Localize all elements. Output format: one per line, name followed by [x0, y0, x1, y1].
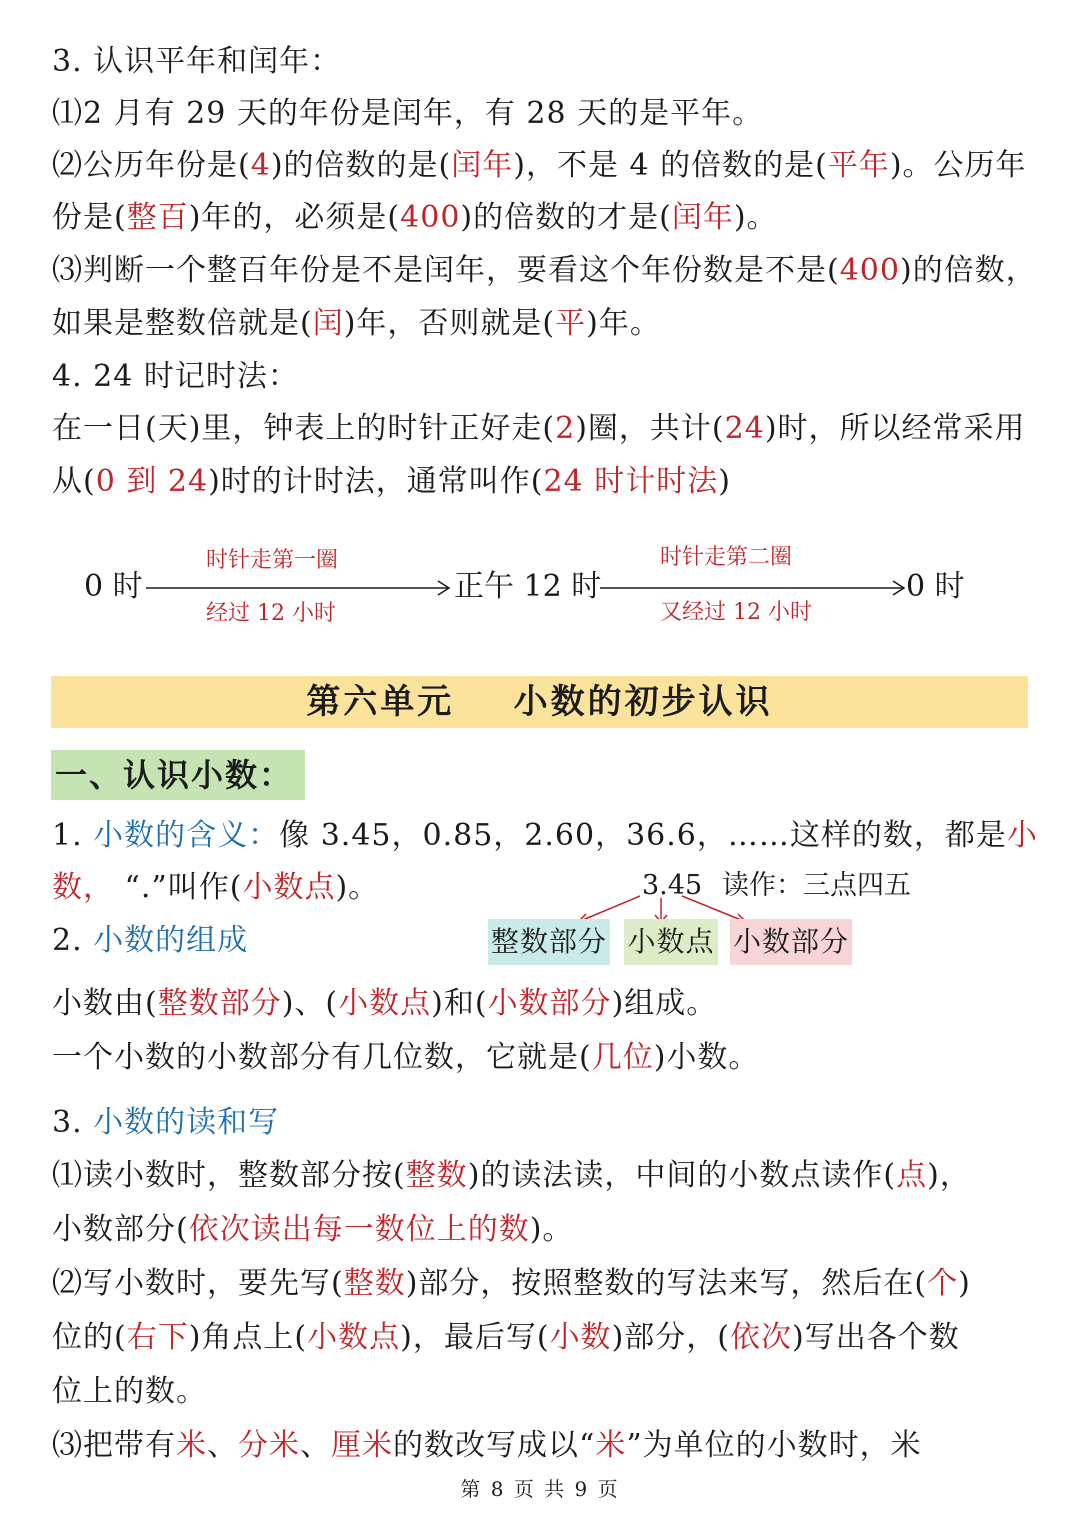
timeline-mid: 正午 12 时 [454, 569, 602, 604]
leap-year-p2-line2: 份是(整百)年的，必须是(400)的倍数的才是(闰年)。 [52, 200, 778, 235]
readwrite-p1-line1: ⑴读小数时，整数部分按(整数)的读法读，中间的小数点读作(点)， [52, 1158, 971, 1193]
meaning-line2: 数， “.”叫作(小数点)。 [52, 870, 380, 905]
meaning-line1: 1. 小数的含义：像 3.45，0.85，2.60，36.6，……这样的数，都是小 [52, 818, 1038, 853]
box-decimal-point: 小数点 [624, 919, 718, 965]
readwrite-p1-line2: 小数部分(依次读出每一数位上的数)。 [52, 1212, 574, 1247]
timeline-arrow-1 [146, 578, 456, 598]
readwrite-p3-line1: ⑶把带有米、分米、厘米的数改写成以“米”为单位的小数时，米 [52, 1428, 922, 1463]
clock24-p1-line1: 在一日(天)里，钟表上的时针正好走(2)圈，共计(24)时，所以经常采用 [52, 411, 1026, 446]
leap-year-p2-line1: ⑵公历年份是(4)的倍数的是(闰年)，不是 4 的倍数的是(平年)。公历年 [52, 148, 1027, 183]
box-integer-part: 整数部分 [488, 919, 610, 965]
readwrite-p2-line2: 位的(右下)角点上(小数点)，最后写(小数)部分，(依次)写出各个数 [52, 1320, 960, 1355]
timeline-top-label-1: 时针走第一圈 [206, 548, 339, 573]
readwrite-p2-line3: 位上的数。 [52, 1374, 207, 1409]
timeline-bottom-label-1: 经过 12 小时 [206, 601, 336, 626]
readwrite-p2-line1: ⑵写小数时，要先写(整数)部分，按照整数的写法来写，然后在(个) [52, 1266, 971, 1301]
timeline-start: 0 时 [84, 569, 143, 604]
readwrite-heading: 3. 小数的读和写 [52, 1105, 280, 1140]
example-reading: 读作：三点四五 [722, 870, 911, 901]
timeline-arrow-2 [600, 578, 910, 598]
timeline-bottom-label-2: 又经过 12 小时 [660, 600, 812, 625]
leap-year-p1: ⑴2 月有 29 天的年份是闰年，有 28 天的是平年。 [52, 96, 764, 131]
box-fraction-part: 小数部分 [730, 919, 852, 965]
leap-year-heading: 3. 认识平年和闰年： [52, 44, 342, 79]
composition-heading: 2. 小数的组成 [52, 923, 249, 958]
unit-banner: 第六单元 小数的初步认识 [51, 676, 1028, 728]
composition-p1: 小数由(整数部分)、(小数点)和(小数部分)组成。 [52, 986, 718, 1021]
page-footer: 第 8 页 共 9 页 [460, 1477, 620, 1501]
timeline-end: 0 时 [906, 569, 965, 604]
clock24-heading: 4. 24 时记时法： [52, 359, 299, 394]
clock24-p1-line2: 从(0 到 24)时的计时法，通常叫作(24 时计时法) [52, 464, 731, 499]
leap-year-p3-line1: ⑶判断一个整百年份是不是闰年，要看这个年份数是不是(400)的倍数， [52, 253, 1037, 288]
composition-p2: 一个小数的小数部分有几位数，它就是(几位)小数。 [52, 1040, 760, 1075]
section-heading-decimals: 一、认识小数： [51, 750, 305, 800]
leap-year-p3-line2: 如果是整数倍就是(闰)年，否则就是(平)年。 [52, 306, 661, 341]
timeline-top-label-2: 时针走第二圈 [660, 545, 793, 570]
example-number: 3.45 [642, 870, 703, 901]
